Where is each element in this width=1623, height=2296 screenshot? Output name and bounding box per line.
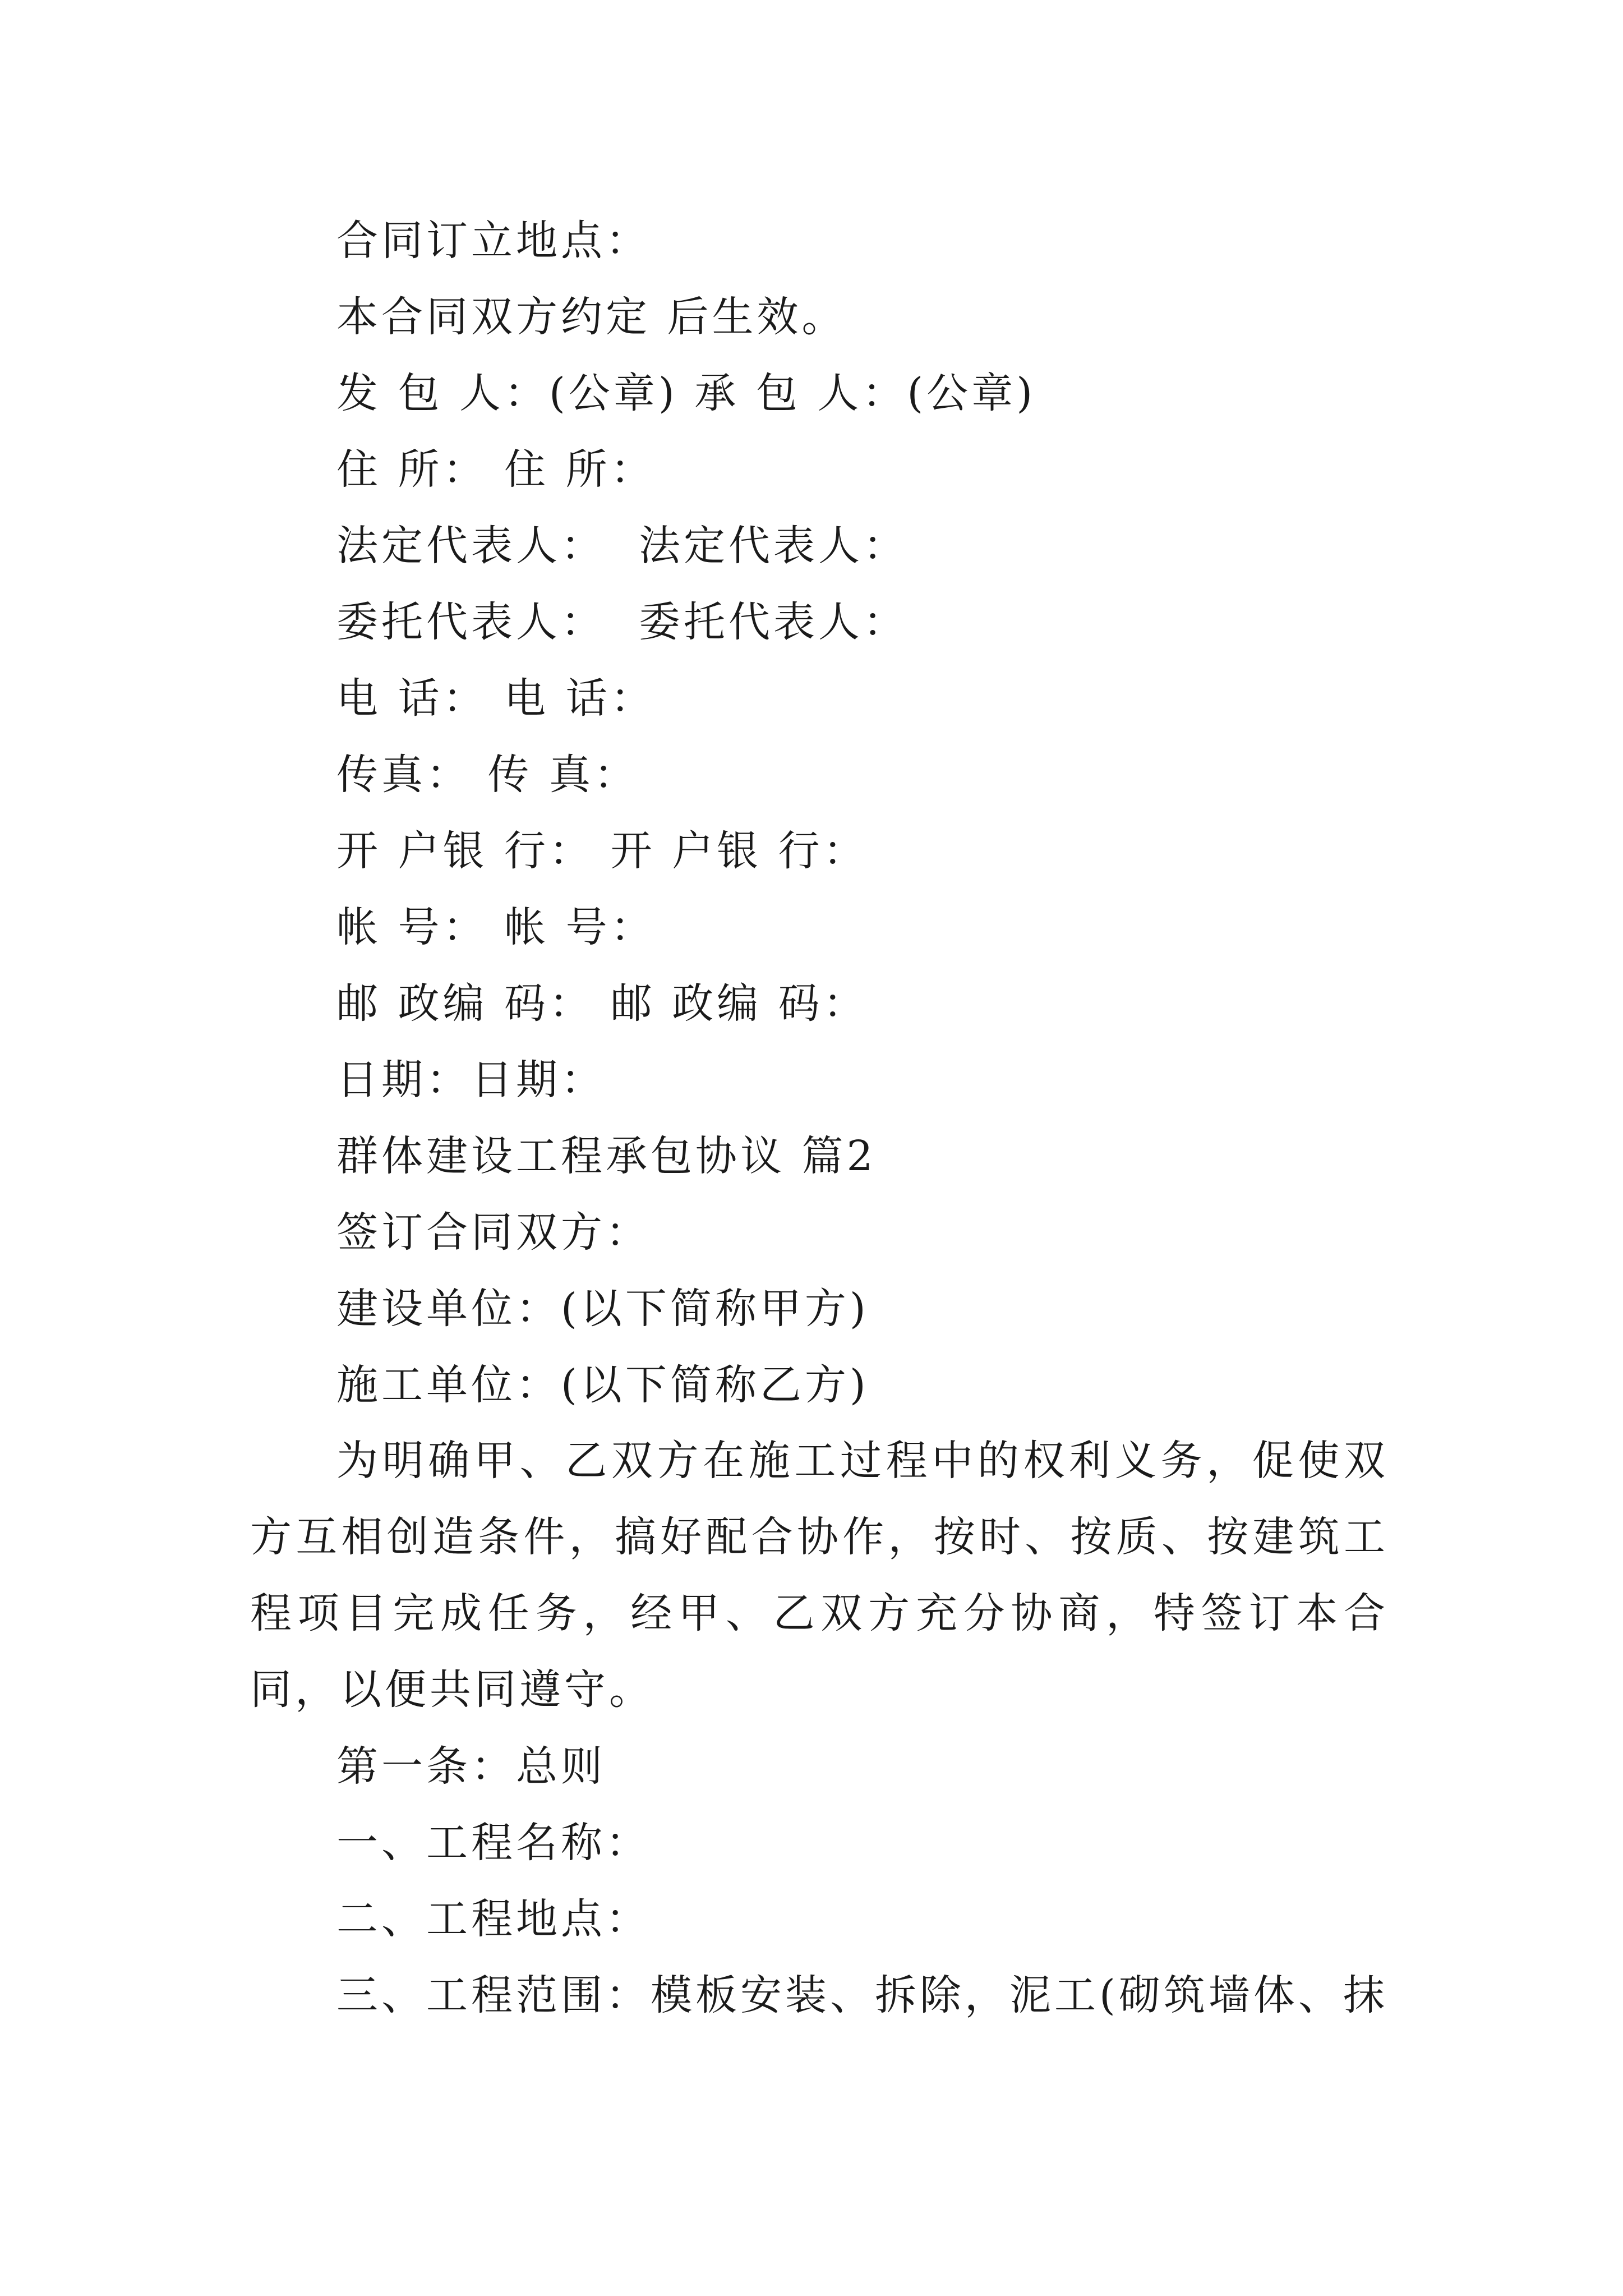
address-line: 住 所： 住 所： (336, 445, 656, 494)
legal-representative-line: 法定代表人： 法定代表人： (336, 522, 909, 570)
phone-line: 电 话： 电 话： (336, 674, 656, 723)
employer-line: 建设单位：(以下简称甲方) (336, 1285, 869, 1333)
section-heading: 群体建设工程承包协议 篇2 (336, 1132, 877, 1180)
article-one-heading: 第一条：总则 (336, 1742, 606, 1791)
account-line: 帐 号： 帐 号： (336, 903, 656, 951)
project-name-line: 一、工程名称： (336, 1819, 651, 1867)
project-location-line: 二、工程地点： (336, 1895, 651, 1943)
contractor-line: 施工单位：(以下简称乙方) (336, 1361, 869, 1409)
party-seal-line: 发 包 人：(公章) 承 包 人：(公章) (336, 369, 1036, 417)
effective-clause-line: 本合同双方约定 后生效。 (336, 293, 847, 341)
contract-parties-line: 签订合同双方： (336, 1208, 651, 1257)
contract-place-line: 合同订立地点： (336, 217, 651, 265)
project-scope-line: 三、工程范围：模板安装、拆除，泥工(砌筑墙体、抹 (336, 1971, 1388, 2019)
date-line: 日期：日期： (336, 1056, 606, 1104)
purpose-paragraph: 为明确甲、乙双方在施工过程中的权利义务，促使双方互相创造条件，搞好配合协作，按时、按质、按建筑工程项目完成任务，经甲、乙双方充分协商，特签订本合同，以便共同遵守。 (250, 1437, 1389, 1714)
authorized-representative-line: 委托代表人： 委托代表人： (336, 598, 909, 646)
bank-line: 开 户银 行： 开 户银 行： (336, 827, 868, 875)
fax-line: 传真： 传 真： (336, 751, 639, 799)
postcode-line: 邮 政编 码： 邮 政编 码： (336, 979, 868, 1028)
